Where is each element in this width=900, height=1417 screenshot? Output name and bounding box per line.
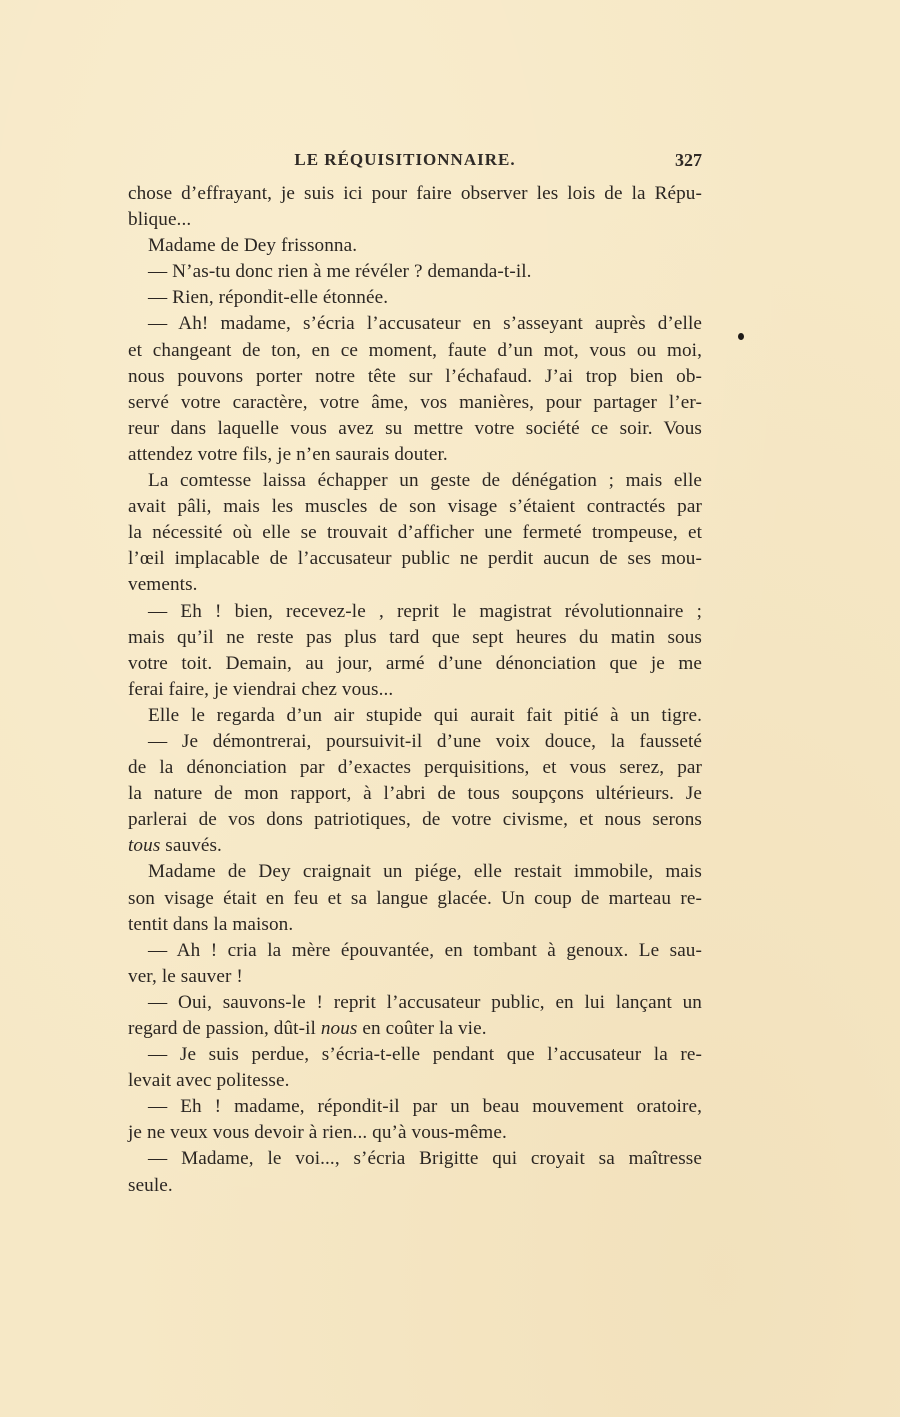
text-line: tentit dans la maison. xyxy=(128,913,294,935)
text-line: la nature de mon rapport, à l’abri de tous soupçons ultérieurs. Je xyxy=(128,783,702,805)
text-fragment: sauvés. xyxy=(160,835,222,857)
text-line: mais qu’il ne reste pas plus tard que sept heures du matin sous xyxy=(128,626,702,648)
text-line: l’œil implacable de l’accusateur public ne perdit aucun de ses mou- xyxy=(128,548,702,570)
italic-word: tous xyxy=(128,835,161,857)
text-fragment: regard de passion, dût-il xyxy=(128,1018,321,1039)
text-line: attendez votre fils, je n’en saurais douter. xyxy=(128,443,448,465)
running-head xyxy=(128,150,702,174)
text-line: — Ah! madame, s’écria l’accusateur en s’asseyant auprès d’elle xyxy=(148,313,702,335)
text-line: La comtesse laissa échapper un geste de dénégation ; mais elle xyxy=(148,470,702,492)
text-line: servé votre caractère, votre âme, vos manières, pour partager l’er- xyxy=(128,391,702,413)
italic-word: nous xyxy=(320,1018,358,1039)
text-line: — Eh ! madame, répondit-il par un beau mouvement oratoire, xyxy=(148,1096,702,1118)
text-line: et changeant de ton, en ce moment, faute d’un mot, vous ou moi, xyxy=(128,339,702,361)
text-line: seule. xyxy=(128,1174,173,1196)
paragraph xyxy=(128,259,702,285)
paragraph xyxy=(128,859,702,937)
text-line: Madame de Dey craignait un piége, elle restait immobile, mais xyxy=(148,861,702,883)
text-line: Madame de Dey frissonna. xyxy=(148,235,358,257)
margin-mark xyxy=(738,333,744,340)
paragraph xyxy=(128,1094,702,1146)
text-line: votre toit. Demain, au jour, armé d’une dénonciation que je me xyxy=(128,652,702,674)
paragraph xyxy=(128,285,702,311)
paragraph xyxy=(128,703,702,729)
text-line: vements. xyxy=(128,574,198,596)
text-line: nous pouvons porter notre tête sur l’échafaud. J’ai trop bien ob- xyxy=(128,365,702,387)
text-line: — Je démontrerai, poursuivit-il d’une voix douce, la fausseté xyxy=(148,730,702,752)
text-line: son visage était en feu et sa langue glacée. Un coup de marteau re- xyxy=(128,887,702,909)
text-line: blique... xyxy=(128,209,192,231)
paragraph xyxy=(128,1146,702,1198)
text-line xyxy=(128,1016,702,1042)
text-line: ferai faire, je viendrai chez vous... xyxy=(128,678,394,700)
paragraph xyxy=(128,990,702,1042)
text-line: — Madame, le voi..., s’écria Brigitte qui croyait sa maîtresse xyxy=(148,1148,702,1170)
text-line: levait avec politesse. xyxy=(128,1070,290,1092)
text-line: — Rien, répondit-elle étonnée. xyxy=(148,287,389,309)
page-number: 327 xyxy=(675,150,702,170)
running-title: LE RÉQUISITIONNAIRE. xyxy=(294,150,516,169)
text-line: chose d’effrayant, je suis ici pour faire observer les lois de la Répu- xyxy=(128,183,702,204)
body-text xyxy=(128,181,702,1199)
text-line: — Ah ! cria la mère épouvantée, en tombant à genoux. Le sau- xyxy=(148,939,702,961)
paragraph xyxy=(128,233,702,259)
text-line: reur dans laquelle vous avez su mettre votre société ce soir. Vous xyxy=(128,417,702,439)
paragraph xyxy=(128,468,702,598)
text-line: — Oui, sauvons-le ! reprit l’accusateur public, en lui lançant un xyxy=(148,991,702,1013)
text-line: — Eh ! bien, recevez-le , reprit le magistrat révolutionnaire ; xyxy=(148,600,702,622)
paragraph xyxy=(128,181,702,233)
text-line: — Je suis perdue, s’écria-t-elle pendant que l’accusateur la re- xyxy=(148,1044,702,1066)
text-line: parlerai de vos dons patriotiques, de votre civisme, et nous serons xyxy=(128,809,702,831)
paragraph xyxy=(128,599,702,703)
text-line: Elle le regarda d’un air stupide qui aurait fait pitié à un tigre. xyxy=(148,704,702,726)
paragraph xyxy=(128,311,702,468)
text-fragment: en coûter la vie. xyxy=(357,1018,487,1039)
paragraph xyxy=(128,729,702,859)
text-line: ver, le sauver ! xyxy=(128,965,243,987)
paragraph xyxy=(128,1042,702,1094)
text-line xyxy=(128,833,702,859)
text-line: avait pâli, mais les muscles de son visage s’étaient contractés par xyxy=(128,496,702,518)
text-line: de la dénonciation par d’exactes perquisitions, et vous serez, par xyxy=(128,757,702,779)
text-line: la nécessité où elle se trouvait d’afficher une fermeté trompeuse, et xyxy=(128,522,702,544)
text-line: je ne veux vous devoir à rien... qu’à vous-même. xyxy=(128,1122,507,1144)
text-line: — N’as-tu donc rien à me révéler ? demanda-t-il. xyxy=(148,261,532,283)
paragraph xyxy=(128,938,702,990)
